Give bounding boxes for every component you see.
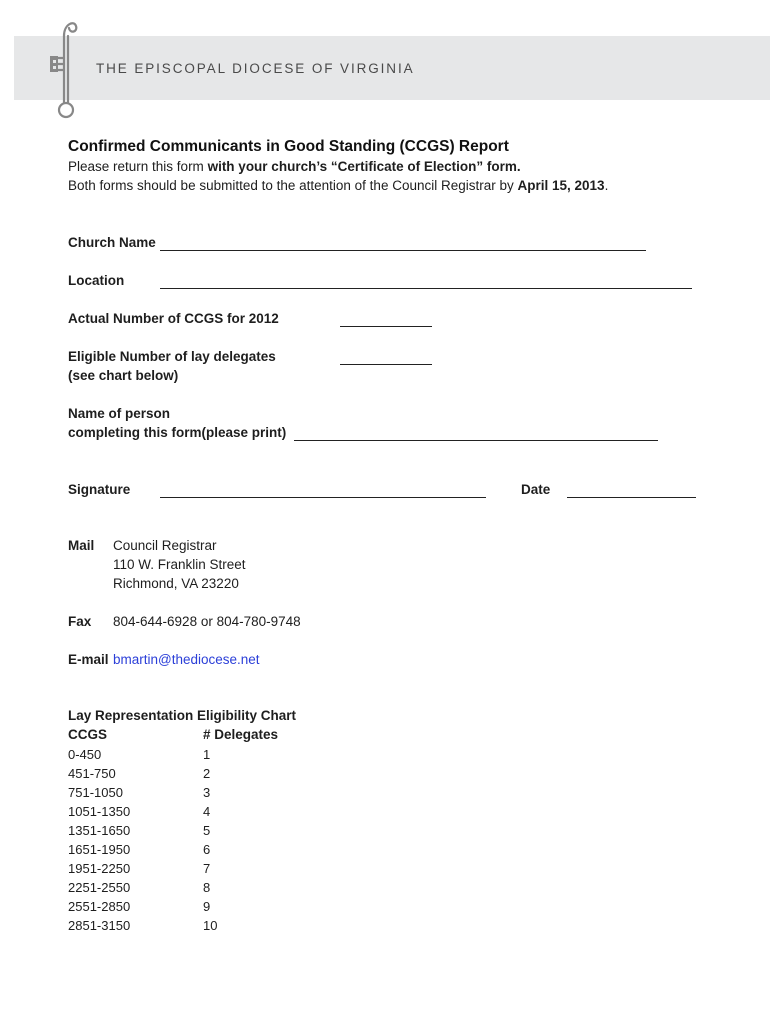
eligible-delegates-field[interactable] — [340, 364, 432, 365]
actual-ccgs-field[interactable] — [340, 326, 432, 327]
chart-col-ccgs-header: CCGS — [68, 727, 108, 742]
delegates-count-cell: 3 — [203, 785, 211, 800]
ccgs-range-cell: 1651-1950 — [68, 842, 131, 857]
actual-ccgs-label: Actual Number of CCGS for 2012 — [68, 311, 279, 326]
ccgs-range-cell: 2851-3150 — [68, 918, 131, 933]
ccgs-range-cell: 1951-2250 — [68, 861, 131, 876]
signature-label: Signature — [68, 482, 131, 497]
delegates-count-cell: 7 — [203, 861, 211, 876]
intro-line-2: Both forms should be submitted to the attention of the Council Registrar by April 15, 2013. — [68, 178, 609, 193]
mail-address-line-3: Richmond, VA 23220 — [113, 576, 239, 591]
ccgs-range-cell: 751-1050 — [68, 785, 123, 800]
ccgs-range-cell: 0-450 — [68, 747, 102, 762]
ccgs-range-cell: 1351-1650 — [68, 823, 131, 838]
mail-address-line-2: 110 W. Franklin Street — [113, 557, 246, 572]
intro-line-1: Please return this form with your church’s “Certificate of Election” form. — [68, 159, 521, 174]
chart-title: Lay Representation Eligibility Chart — [68, 708, 297, 723]
delegates-count-cell: 9 — [203, 899, 211, 914]
email-link[interactable]: bmartin@thediocese.net — [113, 652, 260, 667]
ccgs-range-cell: 1051-1350 — [68, 804, 131, 819]
fax-number: 804-644-6928 or 804-780-9748 — [113, 614, 301, 629]
name-of-person-field[interactable] — [294, 440, 658, 441]
date-field[interactable] — [567, 497, 696, 498]
completing-form-label: completing this form(please print) — [68, 425, 287, 440]
eligible-delegates-label: Eligible Number of lay delegates — [68, 349, 276, 364]
church-name-field[interactable] — [160, 250, 646, 251]
chart-col-delegates-header: # Delegates — [203, 727, 279, 742]
delegates-count-cell: 6 — [203, 842, 211, 857]
ccgs-range-cell: 451-750 — [68, 766, 116, 781]
email-label: E-mail — [68, 652, 109, 667]
delegates-count-cell: 4 — [203, 804, 211, 819]
form-title: Confirmed Communicants in Good Standing (CCGS) Report — [68, 138, 509, 155]
delegates-count-cell: 5 — [203, 823, 211, 838]
mail-label: Mail — [68, 538, 95, 553]
name-of-person-label: Name of person — [68, 406, 171, 421]
delegates-count-cell: 2 — [203, 766, 211, 781]
mail-address-line-1: Council Registrar — [113, 538, 217, 553]
date-label: Date — [521, 482, 551, 497]
ccgs-range-cell: 2551-2850 — [68, 899, 131, 914]
ccgs-range-cell: 2251-2550 — [68, 880, 131, 895]
bishop-key-crosier-logo-icon — [44, 14, 84, 122]
organization-name: THE EPISCOPAL DIOCESE OF VIRGINIA — [96, 61, 415, 76]
delegates-count-cell: 10 — [203, 918, 218, 933]
signature-field[interactable] — [160, 497, 486, 498]
delegates-count-cell: 1 — [203, 747, 211, 762]
fax-label: Fax — [68, 614, 92, 629]
church-name-label: Church Name — [68, 235, 156, 250]
delegates-count-cell: 8 — [203, 880, 211, 895]
eligible-delegates-note: (see chart below) — [68, 368, 179, 383]
location-label: Location — [68, 273, 125, 288]
location-field[interactable] — [160, 288, 692, 289]
